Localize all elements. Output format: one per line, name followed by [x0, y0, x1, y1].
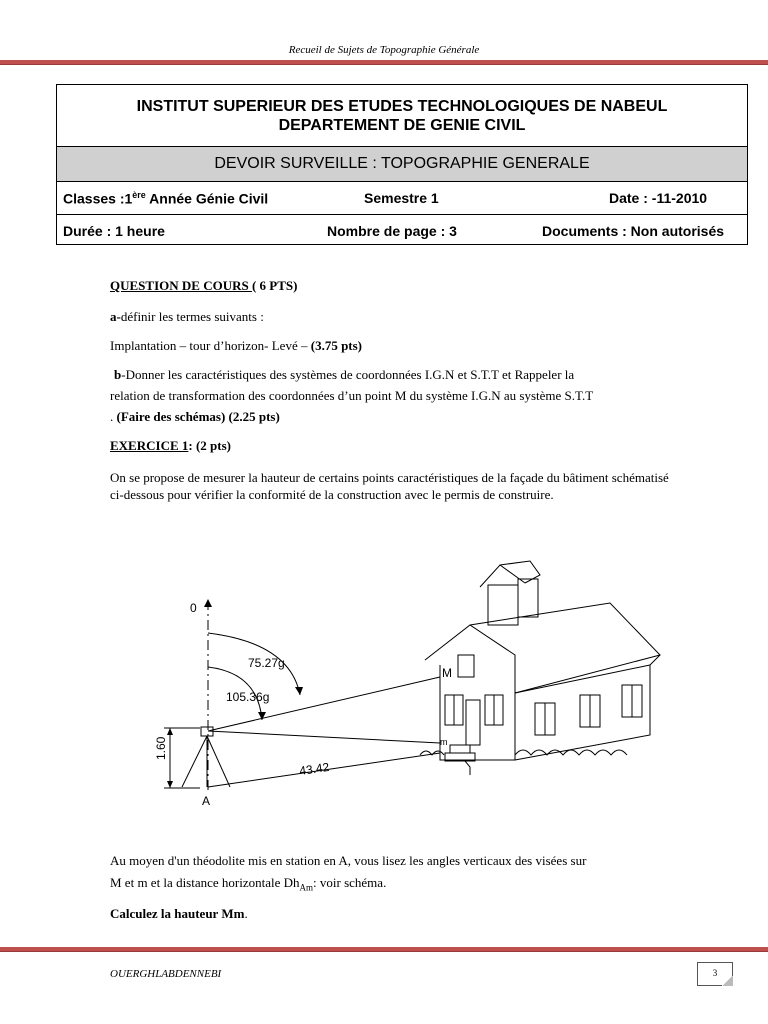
- pages-info: Nombre de page : 3: [327, 223, 457, 239]
- zero-label: 0: [190, 601, 197, 615]
- info-row-2: [57, 215, 747, 247]
- angle-M-label: 75.27g: [248, 656, 285, 670]
- sight-line-M: [208, 677, 440, 731]
- question-b: b-Donner les caractéristiques des systèmes de coordonnées I.G.N et S.T.T et Rappeler la relation de transformation des coordonnées d’un point M du système I.G.N au système S.T.T . (Faire des schémas) (2.25 pts): [110, 367, 594, 424]
- exam-header-table: [56, 84, 748, 245]
- running-header: Recueil de Sujets de Topographie Générale: [288, 44, 480, 56]
- question-heading: QUESTION DE COURS ( 6 PTS): [110, 278, 298, 293]
- info-row-1: [57, 182, 747, 215]
- classes-info: Classes :1ère Année Génie Civil: [63, 190, 269, 207]
- institute-name: INSTITUT SUPERIEUR DES ETUDES TECHNOLOGIQUES DE NABEUL: [136, 97, 668, 115]
- institute-block: [57, 85, 747, 147]
- question-a: a-définir les termes suivants :: [110, 309, 264, 324]
- house-drawing: [420, 561, 660, 775]
- point-m-label: m: [440, 737, 448, 747]
- footer-rule: [0, 947, 768, 951]
- survey-figure: [140, 555, 680, 815]
- department-name: DEPARTEMENT DE GENIE CIVIL: [278, 116, 526, 134]
- exercise-text: Au moyen d'un théodolite mis en station en A, vous lisez les angles verticaux des visées sur M et m et la distance horizontale $Dh_{Am}$: voir schéma.: [110, 853, 587, 893]
- question-a-terms: Implantation – tour d’horizon- Levé – (3.75 pts): [110, 338, 363, 353]
- height-label: 1.60: [154, 736, 168, 760]
- page-number: 3: [697, 962, 733, 986]
- tripod-leg: [182, 736, 207, 787]
- page-fold-icon: [722, 976, 733, 986]
- semestre-info: Semestre 1: [364, 190, 439, 206]
- exercise-heading: EXERCICE 1: (2 pts): [110, 438, 231, 453]
- point-M-label: M: [442, 666, 452, 680]
- footer-author: OUERGHLABDENNEBI: [110, 968, 222, 980]
- date-info: Date : -11-2010: [609, 190, 708, 206]
- sight-line-m: [208, 731, 440, 743]
- documents-info: Documents : Non autorisés: [542, 223, 725, 239]
- exercise-intro: On se propose de mesurer la hauteur de certains points caractéristiques de la façade du bâtiment schématisé ci-dessous pour vérifier la conformité de la construction avec le permis de construire.: [110, 470, 669, 502]
- distance-label: 43.42: [298, 759, 331, 778]
- exam-title: DEVOIR SURVEILLE : TOPOGRAPHIE GENERALE: [57, 147, 747, 182]
- exercise-question: Calculez la hauteur Mm.: [110, 906, 248, 921]
- point-A-label: A: [202, 794, 211, 808]
- duree-info: Durée : 1 heure: [63, 223, 165, 239]
- angle-m-label: 105.36g: [226, 690, 270, 704]
- header-rule: [0, 60, 768, 64]
